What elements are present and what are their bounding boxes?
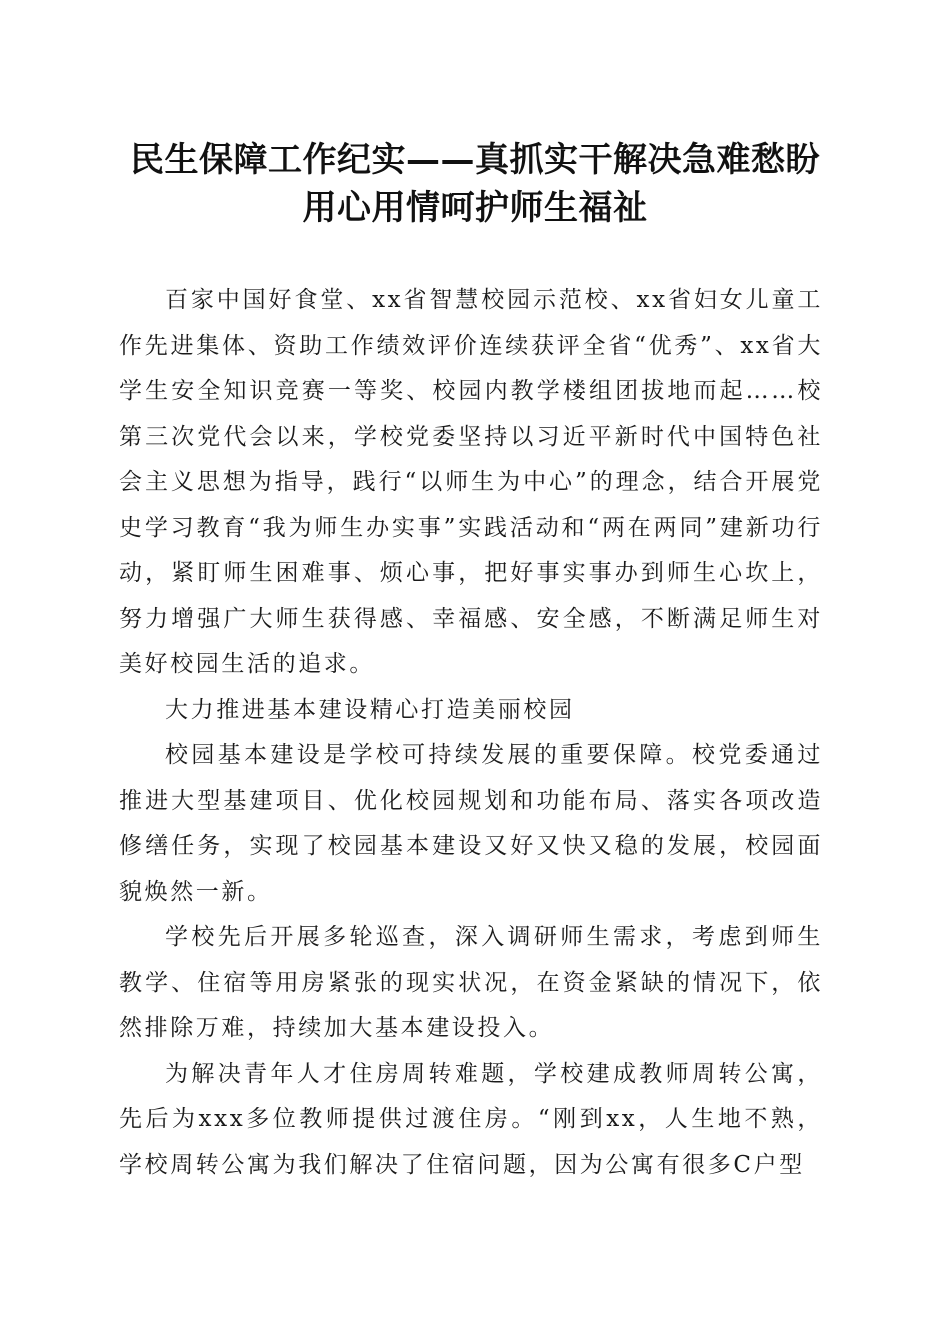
title-line-1: 民生保障工作纪实——真抓实干解决急难愁盼 [130,140,820,180]
document-title [100,136,850,232]
body-paragraph: 校园基本建设是学校可持续发展的重要保障。校党委通过推进大型基建项目、优化校园规划和功能布局、落实各项改造修缮任务，实现了校园基本建设又好又快又稳的发展，校园面貌焕然一新。 [119,742,823,905]
section-heading: 大力推进基本建设精心打造美丽校园 [165,696,575,723]
document-body [119,278,823,1188]
title-line-2: 用心用情呵护师生福祉 [302,188,648,228]
intro-paragraph: 百家中国好食堂、xx省智慧校园示范校、xx省妇女儿童工作先进集体、资助工作绩效评价连续获评全省“优秀”、xx省大学生安全知识竞赛一等奖、校园内教学楼组团拔地而起……校第三次党代会以来，学校党委坚持以习近平新时代中国特色社会主义思想为指导，践行“以师生为中心”的理念，结合开展党史学习教育“我为师生办实事”实践活动和“两在两同”建新功行动，紧盯师生困难事、烦心事，把好事实事办到师生心坎上，努力增强广大师生获得感、幸福感、安全感，不断满足师生对美好校园生活的追求。 [119,287,823,677]
body-paragraph: 学校先后开展多轮巡查，深入调研师生需求，考虑到师生教学、住宿等用房紧张的现实状况，在资金紧缺的情况下，依然排除万难，持续加大基本建设投入。 [119,924,823,1041]
body-paragraph: 为解决青年人才住房周转难题，学校建成教师周转公寓，先后为xxx多位教师提供过渡住房。“刚到xx，人生地不熟，学校周转公寓为我们解决了住宿问题，因为公寓有很多C户型 [119,1060,823,1178]
